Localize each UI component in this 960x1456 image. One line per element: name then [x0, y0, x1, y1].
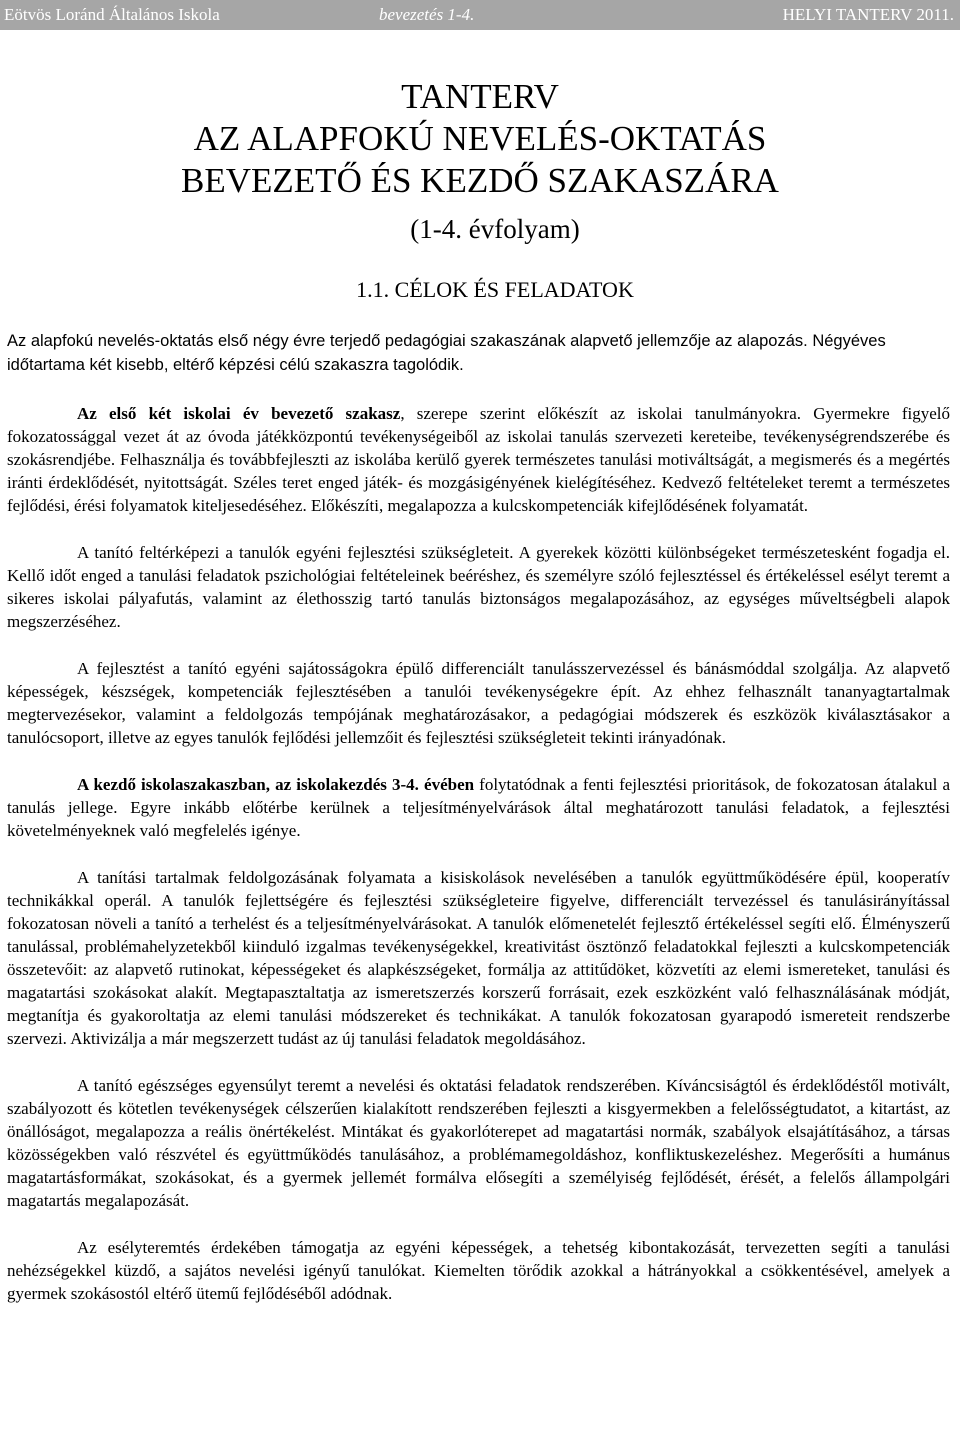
section-heading	[0, 277, 960, 303]
grade-range: (1-4. évfolyam)	[410, 214, 580, 244]
paragraph-1-bold: Az első két iskolai év bevezető szakasz	[77, 404, 401, 423]
header-section: bevezetés 1-4.	[379, 5, 475, 24]
paragraph-4	[7, 773, 950, 842]
title-line-1: TANTERV	[401, 77, 559, 116]
paragraph-4-text: folytatódnak a fenti fejlesztési prioritások, de fokozatosan átalakul a tanulás jellege. Egyre inkább előtérbe kerülnek a teljesítményelvárások által meghatározott tanulási feladatok, a fejlesztési követelményeknek való megfelelés igénye.	[7, 775, 950, 840]
intro-paragraph: Az alapfokú nevelés-oktatás első négy évre terjedő pedagógiai szakaszának alapvető jellemzője az alapozás. Négyéves időtartama két kisebb, eltérő képzési célú szakaszra tagolódik.	[7, 332, 886, 374]
paragraph-7: Az esélyteremtés érdekében támogatja az egyéni képességek, a tehetség kibontakozását, tervezetten segíti a tanulási nehézségekkel küzdő, a sajátos nevelési igényű tanulókat. Kiemelten törődik azokkal a hátrányokkal a csökkentésével, amelyek a gyermek szokásostól eltérő ütemű fejlődéséből adódnak.	[7, 1238, 950, 1303]
section-heading-number: 1.1.	[356, 277, 390, 302]
paragraph-5: A tanítási tartalmak feldolgozásának folyamata a kisiskolások nevelésében a tanulók együttműködésére épül, kooperatív technikákkal operál. A tanulók fejlettségére és fejlesztési szükségleteire figyelve, differenciált tervezéssel és tanulásirányítással fokozatosan növeli a tanító a terhelést és a teljesítményelvárásokat. A tanulók előmenetelét fejlesztő értékeléssel segíti elő. Élményszerű tanulással, problémahelyzetekből kiinduló izgalmas tevékenységekkel, kreativitást ösztönző feladatokkal fejleszti a kulcskompetenciák összetevőit: az alapvető rutinokat, képességeket és alapkészségeket, formálja az attitűdöket, közvetíti az elemi ismereteket, tanulási és magatartási szokásokat alakít. Megtapasztaltatja az ismeretszerzés korszerű forrásait, ezek eszközként való felhasználásának módját, megtanítja és gyakoroltatja az elemi tanulási módszereket és technikákat. A tanulók fokozatosan gyarapodó ismereteit rendszerbe szervezi. Aktivizálja a már megszerzett tudást az új tanulási feladatok megoldásához.	[7, 868, 950, 1048]
paragraph-6: A tanító egészséges egyensúlyt teremt a nevelési és oktatási feladatok rendszerében. Kíváncsiságtól és érdeklődéstől motivált, szabályozott és kötetlen tevékenységek célszerűen kialakított rendszerében fejleszti a kisgyermekben a felelősségtudatot, a kitartást, az önállóságot, megalapozza a reális önértékelést. Mintákat és gyakorlóterepet ad magatartási normák, szabályok elsajátításához, a társas közösségekben való részvétel és együttműködés tanulásához, a problémamegoldáshoz, konfliktuskezeléshez. Megerősíti a humánus magatartásformákat, szokásokat, és a gyermek jellemét formálva elősegíti a személyiség fejlődését, érését, a felelős állampolgári magatartás megalapozását.	[7, 1076, 950, 1210]
paragraph-3: A fejlesztést a tanító egyéni sajátosságokra épülő differenciált tanulásszervezéssel és bánásmóddal szolgálja. Az alapvető képességek, készségek, kompetenciák fejlesztésében a tanulói tevékenységekre épít. Az ehhez felhasznált tananyagtartalmak megtervezésekor, valamint a feldolgozás tempójának meghatározásakor, a pedagógiai módszerek és eszközök kiválasztásakor a tanulócsoport, illetve az egyes tanulók fejlődési jellemzőit és fejlesztési szükségleteit tekinti irányadónak.	[7, 659, 950, 747]
body-text	[7, 402, 950, 1329]
title-line-3: BEVEZETŐ ÉS KEZDŐ SZAKASZÁRA	[181, 161, 779, 200]
paragraph-1	[7, 402, 950, 517]
header-curriculum: HELYI TANTERV 2011.	[782, 5, 954, 24]
title-line-2: AZ ALAPFOKÚ NEVELÉS-OKTATÁS	[193, 119, 767, 158]
page-header	[0, 0, 960, 30]
paragraph-4-bold: A kezdő iskolaszakaszban, az iskolakezdés 3-4. évében	[77, 775, 475, 794]
paragraph-1-text: , szerepe szerint előkészít az iskolai tanulmányokra. Gyermekre figyelő fokozatossággal vezet át az óvoda játékközpontú tevékenységeiből az iskolai tanulás szervezeti kereteibe, tevékenységrendszerébe és szokásrendjébe. Felhasználja és továbbfejleszti az iskolába kerülő gyerek természetes tanulási motiváltságát, a megismerés és a megértés iránti érdeklődését, nyitottságát. Széles teret enged játék- és mozgásigényének kielégítéséhez. Kedvező feltételeket teremt a természetes fejlődési, érési folyamatok kiteljesedéséhez. Előkészíti, megalapozza a kulcskompetenciák kifejlődésének folyamatát.	[7, 404, 950, 515]
section-heading-text: CÉLOK ÉS FELADATOK	[394, 277, 634, 302]
paragraph-2: A tanító feltérképezi a tanulók egyéni fejlesztési szükségleteit. A gyerekek közötti különbségeket természetesként fogadja el. Kellő időt enged a tanulási feladatok pszichológiai feltételeinek beéréshez, és személyre szóló fejlesztéssel és értékeléssel esélyt teremt a sikeres iskolai pályafutás, valamint az élethosszig tartó tanulás biztonságos megalapozásához, az egységes műveltségbeli alapok megszerzéséhez.	[7, 543, 950, 631]
intro-block	[7, 330, 950, 377]
document-title	[0, 76, 960, 202]
header-school-name: Eötvös Loránd Általános Iskola	[4, 5, 220, 24]
